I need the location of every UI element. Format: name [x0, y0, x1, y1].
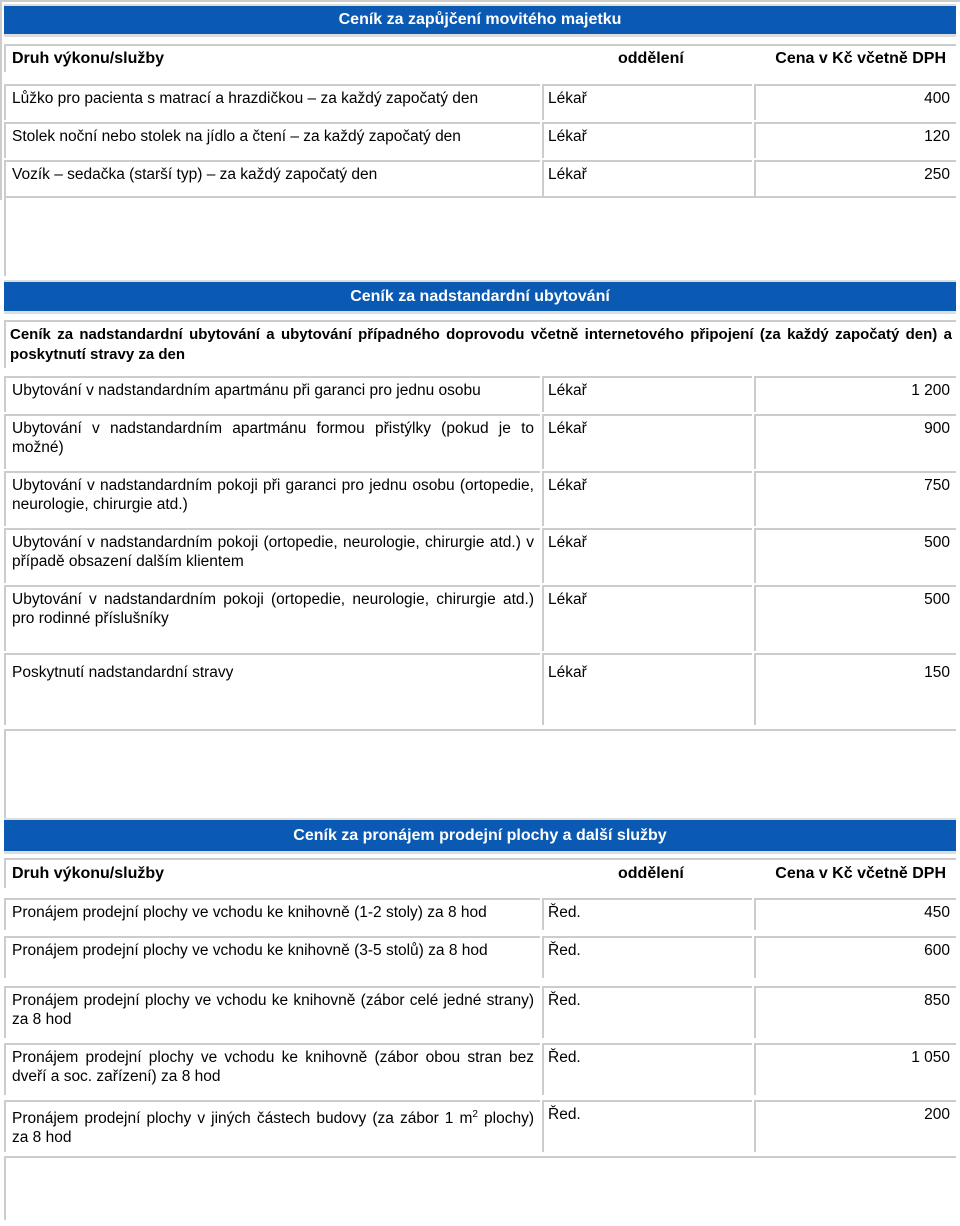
row-description-part: Pronájem prodejní plochy v jiných částech budovy (za zábor 1 m	[12, 1110, 473, 1128]
row-department: Lékař	[542, 585, 752, 651]
spacer-cell	[4, 1156, 956, 1220]
row-department: Lékař	[542, 160, 752, 196]
row-department: Lékař	[542, 653, 752, 725]
row-description	[4, 1100, 540, 1152]
row-description: Poskytnutí nadstandardní stravy	[4, 653, 540, 725]
row-price: 900	[754, 414, 956, 469]
row-description: Pronájem prodejní plochy ve vchodu ke knihovně (zábor celé jedné strany) za 8 hod	[4, 986, 540, 1038]
row-description: Ubytování v nadstandardním apartmánu formou přistýlky (pokud je to možné)	[4, 414, 540, 469]
section-title	[4, 280, 956, 314]
row-department: Lékař	[542, 84, 752, 120]
row-price: 120	[754, 122, 956, 158]
section-title	[4, 818, 956, 854]
row-department: Lékař	[542, 414, 752, 469]
row-department: Řed.	[542, 898, 752, 930]
row-price: 600	[754, 936, 956, 978]
header-price: Cena v Kč včetně DPH	[775, 865, 946, 882]
row-price: 850	[754, 986, 956, 1038]
row-price: 500	[754, 585, 956, 651]
row-price: 1 050	[754, 1043, 956, 1095]
header-department: oddělení	[618, 865, 684, 882]
row-price: 400	[754, 84, 956, 120]
section-title	[4, 4, 956, 37]
table-header	[4, 858, 956, 888]
row-description: Pronájem prodejní plochy ve vchodu ke knihovně (3-5 stolů) za 8 hod	[4, 936, 540, 978]
row-description-part: plochy) za 8 hod	[12, 1110, 534, 1147]
header-price: Cena v Kč včetně DPH	[775, 50, 946, 67]
header-department: oddělení	[618, 50, 684, 67]
row-description: Ubytování v nadstandardním apartmánu při garanci pro jednu osobu	[4, 376, 540, 412]
row-description: Lůžko pro pacienta s matrací a hrazdičkou – za každý započatý den	[4, 84, 540, 120]
row-description-superscript: 2	[472, 1109, 478, 1120]
section-title-text: Ceník za pronájem prodejní plochy a další služby	[293, 826, 667, 844]
row-description: Pronájem prodejní plochy ve vchodu ke knihovně (zábor obou stran bez dveří a soc. zařízení) za 8 hod	[4, 1043, 540, 1095]
table-header	[4, 44, 956, 72]
section-title-text: Ceník za nadstandardní ubytování	[350, 287, 610, 305]
row-description: Stolek noční nebo stolek na jídlo a čtení – za každý započatý den	[4, 122, 540, 158]
row-description: Ubytování v nadstandardním pokoji (ortopedie, neurologie, chirurgie atd.) v případě obsazení dalším klientem	[4, 528, 540, 583]
row-price: 500	[754, 528, 956, 583]
row-description: Pronájem prodejní plochy ve vchodu ke knihovně (1-2 stoly) za 8 hod	[4, 898, 540, 930]
header-service: Druh výkonu/služby	[12, 50, 165, 67]
row-price: 750	[754, 471, 956, 526]
row-department: Řed.	[542, 986, 752, 1038]
row-department: Lékař	[542, 471, 752, 526]
row-description: Ubytování v nadstandardním pokoji při garanci pro jednu osobu (ortopedie, neurologie, chirurgie atd.)	[4, 471, 540, 526]
row-department: Lékař	[542, 122, 752, 158]
row-department: Řed.	[542, 936, 752, 978]
row-department: Řed.	[542, 1100, 752, 1152]
spacer-cell	[4, 729, 956, 819]
section-intro: Ceník za nadstandardní ubytování a ubytování případného doprovodu včetně internetového připojení (za každý započatý den) a poskytnutí stravy za den	[4, 320, 956, 368]
row-price: 250	[754, 160, 956, 196]
row-department: Lékař	[542, 528, 752, 583]
row-price: 150	[754, 653, 956, 725]
row-price: 1 200	[754, 376, 956, 412]
row-description: Vozík – sedačka (starší typ) – za každý započatý den	[4, 160, 540, 196]
row-price: 200	[754, 1100, 956, 1152]
spacer-cell	[4, 196, 956, 276]
row-description: Ubytování v nadstandardním pokoji (ortopedie, neurologie, chirurgie atd.) pro rodinné příslušníky	[4, 585, 540, 651]
row-department: Lékař	[542, 376, 752, 412]
row-department: Řed.	[542, 1043, 752, 1095]
section-title-text: Ceník za zapůjčení movitého majetku	[338, 11, 622, 28]
header-service: Druh výkonu/služby	[12, 865, 165, 882]
row-price: 450	[754, 898, 956, 930]
